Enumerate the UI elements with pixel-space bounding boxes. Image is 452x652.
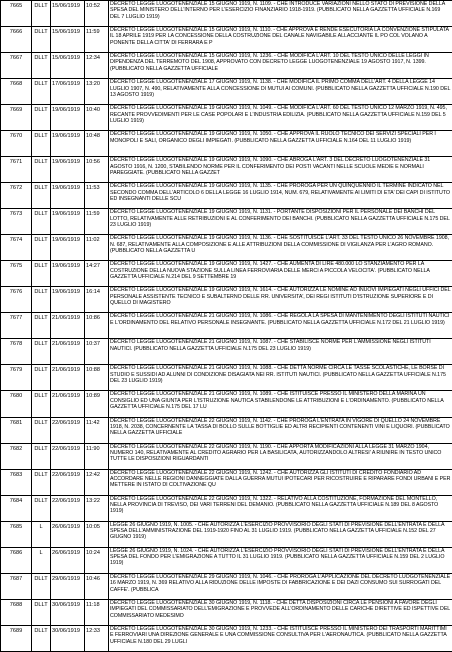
record-number: 7689 [1,625,32,651]
table-row [1,261,452,287]
record-number: 7671 [1,157,32,183]
record-code: 11:90 [85,443,109,469]
record-type: DLLT [32,339,51,365]
record-description: DECRETO LEGGE LUOGOTENENZIALE 15 GIUGNO 1919, N. 1236. - CHE MODIFICA L'ART. 10 DEL TESTO UNICO DELLE LEGGI IN DIPENDENZA DEL TERREMOTO DEL 1908, APPROVATO CON DECRETO LEGGE LUOGOTENENZIALE 19 AGOSTO 1917, N. 1399. (PUBBLICATO NELLA GAZZETTA UFFICIALE [109,53,452,79]
record-code: 11:59 [85,27,109,53]
table-row [1,79,452,105]
record-number: 7684 [1,495,32,521]
record-code: 13:22 [85,495,109,521]
record-description: DECRETO LEGGE LUOGOTENENZIALE 30 GIUGNO 1919, N. 1233. - CHE ISTITUISCE PRESSO IL MINISTERO DEI TRASPORTI MARITTIMI E FERROVIARI UNA DIREZIONE GENERALE E UNA COMMISSIONE CONSULTIVA PER L'AERONAUTICA. (PUBBLICATO NELLA GAZZETTA UFFICIALE N.180 DEL 29 LUGLI [109,625,452,651]
record-code: 10:89 [85,391,109,417]
record-code: 16:14 [85,287,109,313]
record-code: 12:42 [85,469,109,495]
record-number: 7675 [1,261,32,287]
record-description: DECRETO LEGGE LUOGOTENENZIALE 22 GIUGNO 1919, N. 1142. - CHE PROROGA L'ENTRATA IN VIGORE DI QUELLO 24 NOVEMBRE 1918, N. 2038, CONCERNENTE LA TASSA DI BOLLO SULLE BOTTIGLIE ED ALTRI RECIPIENTI CONTENENTI VINI E LIQUORI. (PUBBLICATO NELLA GAZZETTA UFFICIALE [109,417,452,443]
record-date: 22/06/1919 [51,469,85,495]
table-row [1,625,452,651]
record-code: 11:02 [85,235,109,261]
record-type: DLLT [32,235,51,261]
table-row [1,521,452,547]
record-date: 21/06/1919 [51,339,85,365]
record-code: 10:46 [85,573,109,599]
record-description: LEGGE 26 GIUGNO 1919, N. 1005. - CHE AUTORIZZA L'ESERCIZIO PROVVISORIO DEGLI STATI DI PREVISIONE DELL'ENTRATA E DELLA SPESA DELL'AMMINISTRAZIONE DEL 1919-1920 FINO AL 31 LUGLIO 1919. (PUBBLICATO NELLA GAZZETTA UFFICIALE N.152 DEL 27 GIUGNO 1919) [109,521,452,547]
record-description: DECRETO LEGGE LUOGOTENENZIALE 21 GIUGNO 1919, N. 1088. - CHE DETTA NORME CIRCA LE TASSE SCOLASTICHE, LE BORSE DI STUDIO E SUSSIDI AD ALUNNI DI CONDIZIONE DISAGIATA NEI RR. ISTITUTI NAUTICI. (PUBBLICATO NELLA GAZZETTA UFFICIALE N.175 DEL 23 LUGLIO 1919) [109,365,452,391]
record-number: 7667 [1,53,32,79]
record-number: 7680 [1,391,32,417]
record-type: DLLT [32,261,51,287]
record-code: 11:53 [85,183,109,209]
record-type: DLLT [32,183,51,209]
record-number: 7685 [1,521,32,547]
record-code: 10:86 [85,313,109,339]
table-row [1,391,452,417]
record-code: 11:42 [85,417,109,443]
record-date: 17/06/1919 [51,79,85,105]
record-description: DECRETO LEGGE LUOGOTENENZIALE 19 GIUGNO 1919, N. 1050. - CHE APPROVA IL RUOLO TECNICO DEI SERVIZI SPECIALI PER I MONOPOLI E SALI, ORGANICO DEGLI IMPIEGATI. (PUBBLICATO NELLA GAZZETTA UFFICIALE N.164 DEL 11 LUGLIO 1919) [109,131,452,157]
record-number: 7687 [1,573,32,599]
record-code: 11:59 [85,209,109,235]
record-number: 7682 [1,443,32,469]
record-description: DECRETO LEGGE LUOGOTENENZIALE 19 GIUGNO 1919, N. 1131. - PORTANTE DISPOSIZIONI PER IL PERSONALE DEI BANCHI DEL LOTTO, RELATIVAMENTE ALLE RETRIBUZIONI E AL CONFERIMENTO DEI BANCHI. (PUBBLICATO NELLA GAZZETTA UFFICIALE N.175 DEL 23 LUGLIO 1919) [109,209,452,235]
record-number: 7668 [1,79,32,105]
records-table-body [1,1,452,652]
record-description: DECRETO LEGGE LUOGOTENENZIALE 19 GIUGNO 1919, N. 1135. - CHE PROROGA PER UN QUINQUENNIO IL TERMINE INDICATO NEL SECONDO COMMA DELL'ARTICOLO 6 DELLA LEGGE 16 LUGLIO 1914, NUM. 679, RELATIVAMENTE AI LIMITI DI ETA' DEI CAPI DI ISTITUTO ED INSEGNANTI DELLE SCU [109,183,452,209]
record-date: 15/06/1919 [51,1,85,27]
record-type: DLLT [32,53,51,79]
record-code: 10:52 [85,1,109,27]
table-row [1,495,452,521]
record-number: 7677 [1,313,32,339]
record-date: 30/06/1919 [51,625,85,651]
record-number: 7676 [1,287,32,313]
record-description: DECRETO LEGGE LUOGOTENENZIALE 19 GIUGNO 1919, N. 1614. - CHE AUTORIZZA LE NOMINE AD INUOVI IMPIEGATI NEGLI UFFICI DEL PERSONALE ASSISTENTE TECNICO E SUBALTERNO DELLE RR. UNIVERSITA', DEI REGI ISTITUTI D'ISTRUZIONE SUPERIORE E DI QUELLO DI MAGISTERO [109,287,452,313]
record-number: 7670 [1,131,32,157]
record-date: 29/06/1919 [51,573,85,599]
record-description: DECRETO LEGGE LUOGOTENENZIALE 17 GIUGNO 1919, N. 1138. - CHE MODIFICA IL PRIMO COMMA DELL'ART. 4 DELLA LEGGE 14 LUGLIO 1907, N. 490, RELATIVAMENTE ALLA CONCESSIONE DI MUTUI AI COMUNI. (PUBBLICATO NELLA GAZZETTA UFFICIALE N.190 DEL 13 AGOSTO 1919) [109,79,452,105]
record-description: DECRETO LEGGE LUOGOTENENZIALE 22 GIUGNO 1919, N. 1190. - CHE APPORTA MODIFICAZIONI ALLA LEGGE 31 MARZO 1904, NUMERO 140, RELATIVAMENTE AL CREDITO AGRARIO PER LA BASILICATA, AUTORIZZANDOLO ALTRESI' A RIUNIRE IN TESTO UNICO TUTTE LE DISPOSIZIONI RIGUARDANTI [109,443,452,469]
record-date: 22/06/1919 [51,495,85,521]
record-description: DECRETO LEGGE LUOGOTENENZIALE 30 GIUGNO 1919, N. 1118. - CHE DETTA DISPOSIZIONI CIRCA LE PENSIONI A FAVORE DEGLI IMPIEGATI DEL COMMISSARIATO DELL'EMIGRAZIONE E PROVVEDE ALL'ORDINAMENTO DELLE CARICHE DIRETTIVE ED ISPETTIVE DEL COMMISSARIATO MEDESIMO [109,599,452,625]
table-row [1,287,452,313]
record-code: 10:88 [85,365,109,391]
record-code: 10:48 [85,131,109,157]
record-number: 7673 [1,209,32,235]
record-type: DLLT [32,105,51,131]
record-description: DECRETO LEGGE LUOGOTENENZIALE 21 GIUGNO 1919, N. 1086. - CHE REGOLA LA SPESA DI MANTENIMENTO DEGLI ISTITUTI NAUTICI E L'ORDINAMENTO DEL RELATIVO PERSONALE INSEGNANTE. (PUBBLICATO NELLA GAZZETTA UFFICIALE N.172 DEL 21 LUGLIO 1919) [109,313,452,339]
record-code: 14:27 [85,261,109,287]
table-row [1,547,452,573]
record-description: DECRETO LEGGE LUOGOTENENZIALE 15 GIUGNO 1919, N. 1110. - CHE APPROVA E RENDE ESECUTORIA LA CONVENZIONE STIPULATA IL 18 APRILE 1919 PER LA CONCESSIONE DELLA COSTRUZIONE DEL CANALE NAVIGABILE ALLACCIANTE IL PO COL VOLANO A PONENTE DELLA CITTA' DI FERRARA E P [109,27,452,53]
record-type: L [32,547,51,573]
record-date: 22/06/1919 [51,443,85,469]
table-row [1,1,452,27]
record-code: 10:40 [85,105,109,131]
table-row [1,599,452,625]
record-code: 10:56 [85,157,109,183]
record-type: DLLT [32,391,51,417]
table-row [1,417,452,443]
record-date: 21/06/1919 [51,313,85,339]
record-description: DECRETO LEGGE LUOGOTENENZIALE 19 GIUGNO 1919, N. 1427. - CHE AUMENTA DI LIRE 480.000 LO STANZIAMENTO PER LA COSTRUZIONE DELLA NUOVA STAZIONE SULLA LINEA FERROVIARIA DELLE MERCI A PICCOLA VELOCITA'. (PUBBLICATO NELLA GAZZETTA UFFICIALE N.214 DEL 9 SETTEMBRE 19 [109,261,452,287]
record-type: DLLT [32,79,51,105]
record-date: 19/06/1919 [51,105,85,131]
record-date: 21/06/1919 [51,391,85,417]
record-date: 19/06/1919 [51,157,85,183]
record-code: 12:34 [85,53,109,79]
record-type: DLLT [32,1,51,27]
record-number: 7672 [1,183,32,209]
record-description: DECRETO LEGGE LUOGOTENENZIALE 19 GIUGNO 1919, N. 1090. - CHE ABROGA L'ART. 3 DEL DECRETO LUOGOTENENZIALE 31 AGOSTO 1916, N. 1200, STABILENDO NORME PER IL CONFERIMENTO DEI POSTI VACANTI NELLE SCUOLE MEDIE E NORMALI PAREGGIATE. (PUBBLICATO NELLA GAZZET [109,157,452,183]
record-date: 26/06/1919 [51,547,85,573]
record-number: 7679 [1,365,32,391]
record-date: 26/06/1919 [51,521,85,547]
record-description: LEGGE 26 GIUGNO 1919, N. 1024. - CHE AUTORIZZA L'ESERCIZIO PROVVISORIO DEGLI STATI DI PREVISIONE DELL'ENTRATA E DELLA SPESA DEL FONDO PER L'EMIGRAZIONE A TUTTO IL 31 LUGLIO 1919. (PUBBLICATO NELLA GAZZETTA UFFICIALE N.159 DEL 2 LUGLIO 1919) [109,547,452,573]
record-code: 12:33 [85,625,109,651]
table-row [1,443,452,469]
record-description: DECRETO LEGGE LUOGOTENENZIALE 19 GIUGNO 1919, N. 1136. - CHE SOSTITUISCE L'ART. 33 DEL TESTO UNICO 26 NOVEMBRE 1908, N. 687, RELATIVAMENTE ALLA COMPOSIZIONE E ALLE ATTRIBUZIONI DELLA COMMISSIONE DI VIGILANZA PER L'AGRO ROMANO. (PUBBLICATO NELLA GAZZETTA U [109,235,452,261]
record-code: 10:24 [85,547,109,573]
record-date: 19/06/1919 [51,209,85,235]
record-code: 13:20 [85,79,109,105]
record-code: 10:37 [85,339,109,365]
record-type: DLLT [32,313,51,339]
record-description: DECRETO LEGGE LUOGOTENENZIALE 19 GIUGNO 1919, N. 1049. - CHE MODIFICA L'ART. 60 DEL TESTO UNICO 12 MARZO 1919, N. 495, RECANTE PROVVEDIMENTI PER LE CASE POPOLARI E L'INDUSTRIA EDILIZIA. (PUBBLICATO NELLA GAZZETTA UFFICIALE N.159 DEL 5 LUGLIO 1919) [109,105,452,131]
record-type: DLLT [32,157,51,183]
record-number: 7688 [1,599,32,625]
record-date: 19/06/1919 [51,183,85,209]
record-date: 30/06/1919 [51,599,85,625]
record-number: 7666 [1,27,32,53]
record-date: 19/06/1919 [51,287,85,313]
record-number: 7669 [1,105,32,131]
table-row [1,469,452,495]
record-description: DECRETO LEGGE LUOGOTENENZIALE 22 GIUGNO 1919, N. 1242. - CHE AUTORIZZA GLI ISTITUTI DI CREDITO FONDIARIO AD ACCORDARE NELLE REGIONI DANNEGGIATE DALLA GUERRA MUTUI IPOTECARI PER RICOSTRUIRE E RIPARARE FONDI URBANI E PER METTERE IN ISTATO DI COLTIVAZIONE QU [109,469,452,495]
record-code: 11:18 [85,599,109,625]
record-code: 10:05 [85,521,109,547]
record-type: DLLT [32,443,51,469]
record-date: 22/06/1919 [51,417,85,443]
table-row [1,339,452,365]
record-number: 7686 [1,547,32,573]
record-date: 15/06/1919 [51,27,85,53]
record-number: 7681 [1,417,32,443]
record-number: 7665 [1,1,32,27]
table-row [1,209,452,235]
record-description: DECRETO LEGGE LUOGOTENENZIALE 15 GIUGNO 1919, N. 1109. - CHE INTRODUCE VARIAZIONI NELLO STATO DI PREVISIONE DELLA SPESA DEL MINISTERO DELL'INTERNO PER L'ESERCIZIO FINANZIARIO 1918-1919. (PUBBLICATO NELLA GAZZETTA UFFICIALE N.169 DEL 7 LUGLIO 1919) [109,1,452,27]
table-row [1,365,452,391]
record-type: DLLT [32,131,51,157]
record-type: DLLT [32,287,51,313]
record-type: DLLT [32,625,51,651]
table-row [1,157,452,183]
record-number: 7683 [1,469,32,495]
record-description: DECRETO LEGGE LUOGOTENENZIALE 29 GIUGNO 1919, N. 1046. - CHE PROROGA L'APPLICAZIONE DEL DECRETO LUOGOTENENZIALE 16 MARZO 1919, N. 369 RELATIVO ALLA RIDUZIONE DELLE IMPOSTE DI FABBRICAZIONE E DEI DAZI CONSUMO SUI SURROGATI DEL CAFFE'. (PUBBLICA [109,573,452,599]
record-type: DLLT [32,599,51,625]
record-date: 21/06/1919 [51,365,85,391]
record-type: DLLT [32,417,51,443]
table-row [1,131,452,157]
table-row [1,53,452,79]
record-type: L [32,521,51,547]
record-type: DLLT [32,27,51,53]
record-description: DECRETO LEGGE LUOGOTENENZIALE 21 GIUGNO 1919, N. 1089. - CHE ISTITUISCE PRESSO IL MINISTERO DELLA MARINA UN CONSIGLIO ED UNA GIUNTA PER L'ISTRUZIONE NAUTICA STABILENDONE LE ATTRIBUZIONI E L'ORDINAMENTO. (PUBBLICATO NELLA GAZZETTA UFFICIALE N.175 DEL 17 LU [109,391,452,417]
record-description: DECRETO LEGGE LUOGOTENENZIALE 21 GIUGNO 1919, N. 1087. - CHE STABILISCE NORME PER L'AMMISSIONE NEGLI ISTITUTI NAUTICI. (PUBBLICATO NELLA GAZZETTA UFFICIALE N.175 DEL 23 LUGLIO 1919) [109,339,452,365]
record-type: DLLT [32,495,51,521]
record-date: 15/06/1919 [51,53,85,79]
record-type: DLLT [32,573,51,599]
table-row [1,573,452,599]
record-date: 19/06/1919 [51,235,85,261]
table-row [1,105,452,131]
record-type: DLLT [32,469,51,495]
table-row [1,313,452,339]
record-number: 7674 [1,235,32,261]
table-row [1,183,452,209]
table-row [1,27,452,53]
record-date: 19/06/1919 [51,261,85,287]
record-type: DLLT [32,365,51,391]
record-date: 19/06/1919 [51,131,85,157]
record-number: 7678 [1,339,32,365]
table-row [1,235,452,261]
record-type: DLLT [32,209,51,235]
record-description: DECRETO LEGGE LUOGOTENENZIALE 22 GIUGNO 1919, N. 1322. - RELATIVO ALLA COSTITUZIONE, FORMAZIONE DEL MONTELLO, NELLA PROVINCIA DI TREVISO, DEI VARI TERRENI DEL DEMANIO. (PUBBLICATO NELLA GAZZETTA UFFICIALE N.189 DEL 8 AGOSTO 1919) [109,495,452,521]
